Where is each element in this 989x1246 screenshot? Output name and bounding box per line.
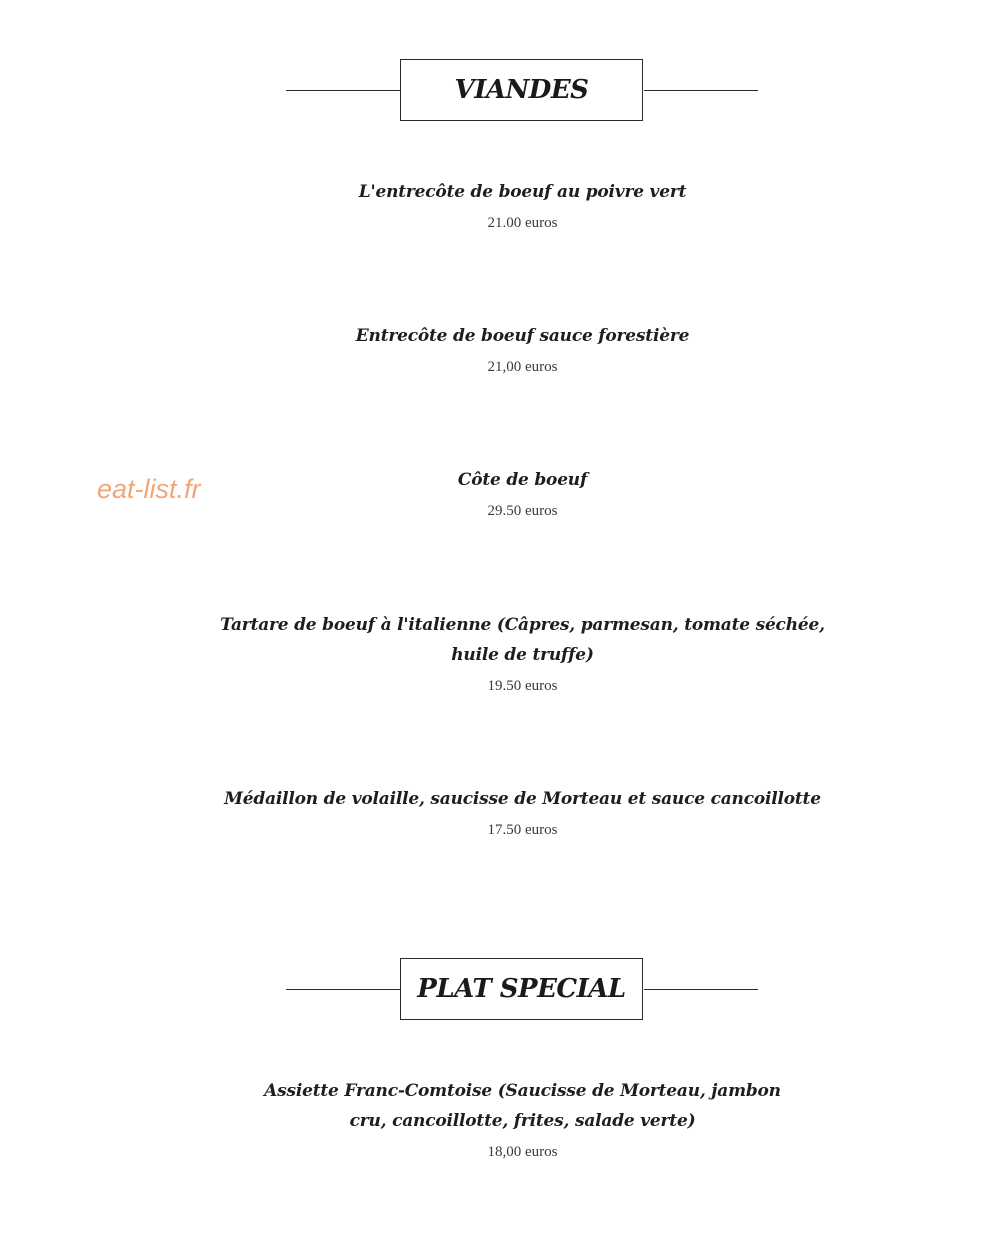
divider-line	[286, 989, 400, 990]
menu-item	[200, 610, 845, 696]
menu-item-price: 17.50 euros	[487, 822, 558, 838]
menu-item-name: Assiette Franc-Comtoise (Saucisse de Morteau, jambon cru, cancoillotte, frites, salade verte)	[264, 1081, 781, 1131]
section-title-box	[400, 958, 643, 1020]
menu-item	[200, 784, 845, 840]
menu-item-price: 21.00 euros	[487, 215, 558, 231]
section-title: PLAT SPECIAL	[417, 974, 626, 1004]
menu-item-name: Tartare de boeuf à l'italienne (Câpres, parmesan, tomate séchée, huile de truffe)	[220, 615, 825, 665]
menu-item	[200, 177, 845, 233]
menu-item	[245, 1076, 800, 1162]
menu-item-name: Médaillon de volaille, saucisse de Morteau et sauce cancoillotte	[224, 789, 821, 809]
divider-line	[644, 989, 758, 990]
menu-item-name: Entrecôte de boeuf sauce forestière	[355, 326, 690, 346]
menu-item-name: L'entrecôte de boeuf au poivre vert	[358, 182, 687, 202]
divider-line	[644, 90, 758, 91]
menu-item	[200, 321, 845, 377]
watermark-text: eat-list.fr	[97, 474, 201, 504]
section-header-plat-special	[0, 958, 989, 1022]
menu-item-price: 29.50 euros	[487, 503, 558, 519]
section-title: VIANDES	[454, 75, 589, 105]
menu-item-price: 21,00 euros	[487, 359, 558, 375]
menu-item	[200, 465, 845, 521]
menu-item-price: 18,00 euros	[487, 1144, 558, 1160]
divider-line	[286, 90, 400, 91]
menu-item-name: Côte de boeuf	[457, 470, 588, 490]
section-title-box	[400, 59, 643, 121]
section-header-viandes	[0, 59, 989, 123]
menu-item-price: 19.50 euros	[487, 678, 558, 694]
